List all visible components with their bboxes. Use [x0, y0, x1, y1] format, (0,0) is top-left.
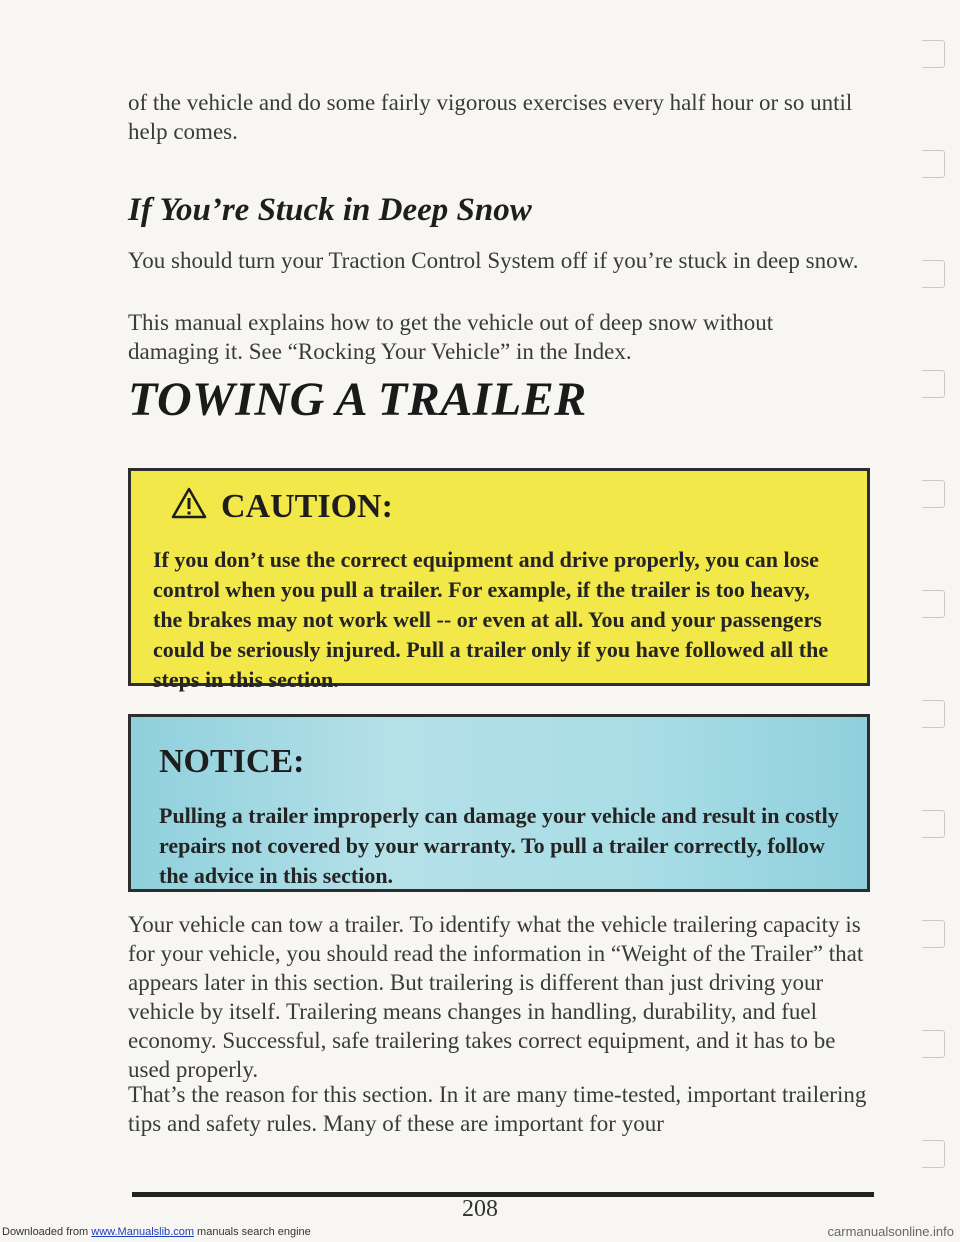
section-heading-towing: TOWING A TRAILER [128, 373, 587, 426]
notice-text: Pulling a trailer improperly can damage your vehicle and result in costly repairs not covered by your warranty. To pull a trailer correctly, follow the advice in this section. [159, 803, 839, 888]
paragraph-rocking-vehicle: This manual explains how to get the vehicle out of deep snow without damaging it. See “Rocking Your Vehicle” in the Index. [128, 310, 774, 364]
notice-box [128, 714, 870, 892]
page-number: 208 [462, 1196, 498, 1222]
paragraph-tow-trailer: Your vehicle can tow a trailer. To identify what the vehicle trailering capacity is for your vehicle, you should read the information in “Weight of the Trailer” that appears later in this section. But trailering is different than just driving your vehicle by itself. Trailering means changes in handling, durability, and fuel economy. Successful, safe trailering takes correct equipment, and it has to be used properly. [128, 912, 864, 1082]
download-footer [2, 1226, 311, 1238]
edge-tab [922, 590, 945, 618]
edge-tab [922, 810, 945, 838]
edge-tab [922, 1030, 945, 1058]
caution-box [128, 468, 870, 692]
paragraph-reason: That’s the reason for this section. In it are many time-tested, important trailering tips and safety rules. Many of these are important for your [128, 1082, 867, 1136]
paragraph-traction-control: You should turn your Traction Control System off if you’re stuck in deep snow. [128, 248, 859, 273]
caution-title-text: CAUTION: [221, 488, 393, 525]
footer-suffix: manuals search engine [193, 1226, 311, 1238]
edge-tab [922, 920, 945, 948]
edge-tab [922, 260, 945, 288]
warning-triangle-icon [171, 487, 207, 519]
edge-tab [922, 40, 945, 68]
edge-tab [922, 370, 945, 398]
subheading-deep-snow: If You’re Stuck in Deep Snow [128, 192, 532, 228]
edge-tab [922, 700, 945, 728]
page-edge-tabs [922, 40, 952, 1200]
footer-prefix: Downloaded from [2, 1226, 92, 1238]
edge-tab [922, 480, 945, 508]
paragraph-continued: of the vehicle and do some fairly vigorous exercises every half hour or so until help comes. [128, 90, 853, 144]
caution-title [171, 487, 393, 526]
manualslib-link[interactable]: www.Manualslib.com [91, 1226, 194, 1238]
edge-tab [922, 150, 945, 178]
notice-title: NOTICE: [159, 743, 305, 780]
caution-text: If you don’t use the correct equipment and drive properly, you can lose control when you pull a trailer. For example, if the trailer is too heavy, the brakes may not work well -- or even at all. You and your passengers could be seriously injured. Pull a trailer only if you have followed all the steps in this section. [153, 547, 829, 692]
edge-tab [922, 1140, 945, 1168]
watermark-text: carmanualsonline.info [827, 1224, 954, 1239]
